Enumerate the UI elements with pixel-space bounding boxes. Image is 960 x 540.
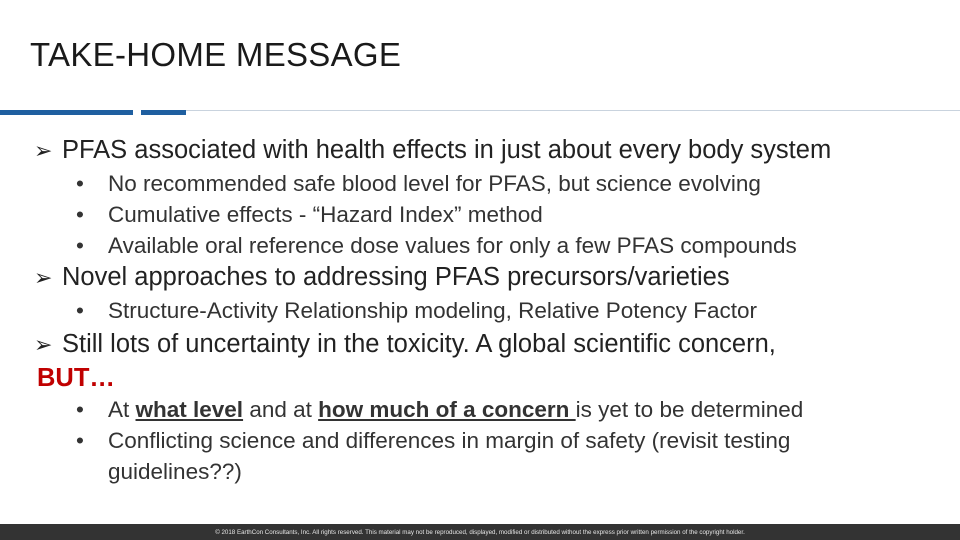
bullet-2-text: Novel approaches to addressing PFAS precursors/varieties <box>62 263 730 291</box>
bullet-3 <box>34 330 776 359</box>
sub-bullet-1-1-text: No recommended safe blood level for PFAS, but science evolving <box>108 171 761 196</box>
sub-bullet-3-1-text-b: and at <box>243 397 319 422</box>
arrow-bullet-icon: ➢ <box>34 265 53 290</box>
title-underline-bar-long <box>0 110 133 115</box>
dot-bullet-icon: • <box>76 233 84 258</box>
sub-bullet-2-1-text: Structure-Activity Relationship modeling, Relative Potency Factor <box>108 298 758 323</box>
sub-bullet-3-1-underline-a: what level <box>135 397 244 422</box>
dot-bullet-icon: • <box>76 171 84 196</box>
bullet-2 <box>34 263 730 292</box>
bullet-1-text: PFAS associated with health effects in just about every body system <box>62 136 832 164</box>
bullet-3-text: Still lots of uncertainty in the toxicity. A global scientific concern, <box>62 330 776 358</box>
arrow-bullet-icon: ➢ <box>34 138 53 163</box>
slide-title: TAKE-HOME MESSAGE <box>30 36 402 73</box>
sub-bullet-2-1 <box>76 298 757 324</box>
dot-bullet-icon: • <box>76 397 84 422</box>
sub-bullet-3-1-underline-b: how much of a concern <box>318 397 576 422</box>
copyright-text: © 2018 EarthCon Consultants, Inc. All rights reserved. This material may not be reproduced, displayed, modified or distributed without the express prior written permission of the copyright holder. <box>215 528 745 536</box>
sub-bullet-1-2-text: Cumulative effects - “Hazard Index” method <box>108 202 543 227</box>
dot-bullet-icon: • <box>76 428 84 453</box>
bullet-3-emphasis: BUT… <box>37 364 115 392</box>
copyright-footer <box>0 524 960 540</box>
title-divider-line <box>186 110 960 111</box>
dot-bullet-icon: • <box>76 202 84 227</box>
arrow-bullet-icon: ➢ <box>34 332 53 357</box>
sub-bullet-3-2-continuation: guidelines??) <box>108 459 242 484</box>
title-underline-bar-short <box>141 110 186 115</box>
sub-bullet-1-2 <box>76 202 543 228</box>
sub-bullet-1-3 <box>76 233 797 259</box>
dot-bullet-icon: • <box>76 298 84 323</box>
sub-bullet-3-1 <box>76 397 803 423</box>
sub-bullet-3-1-text-a: At <box>108 397 136 422</box>
sub-bullet-1-3-text: Available oral reference dose values for only a few PFAS compounds <box>108 233 797 258</box>
sub-bullet-3-1-text-c: is yet to be determined <box>575 397 804 422</box>
sub-bullet-1-1 <box>76 171 761 197</box>
sub-bullet-3-2-text: Conflicting science and differences in margin of safety (revisit testing <box>108 428 791 453</box>
bullet-1 <box>34 136 831 165</box>
sub-bullet-3-2 <box>76 428 790 454</box>
